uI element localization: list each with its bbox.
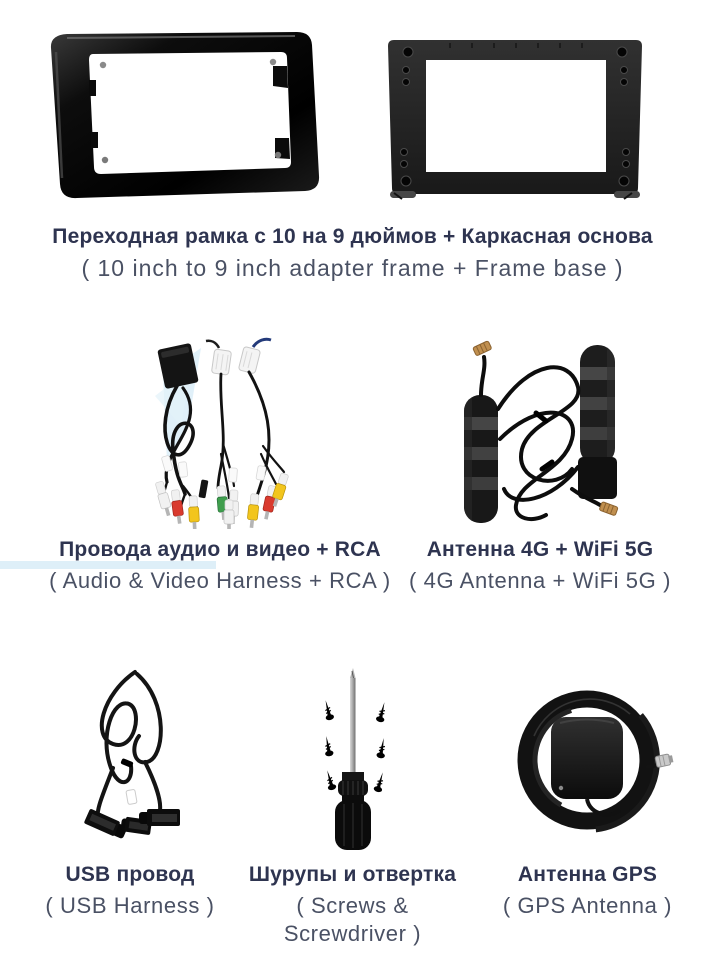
gps-caption-en: ( GPS Antenna ) (502, 893, 673, 918)
av-harness-caption-en: ( Audio & Video Harness + RCA ) (49, 568, 391, 593)
gps-antenna-section (480, 662, 695, 920)
av-harness-caption-ru: Провода аудио и видео + RCA (59, 538, 381, 561)
frames-caption (0, 224, 705, 282)
frame-base-photo (380, 36, 650, 200)
usb-harness-section (25, 662, 235, 920)
screws-screwdriver-photo (240, 662, 465, 854)
antenna-4g-wifi-caption-en: ( 4G Antenna + WiFi 5G ) (409, 568, 671, 593)
gps-antenna-photo (480, 662, 695, 854)
av-harness-section (20, 333, 420, 595)
frames-caption-ru: Переходная рамка с 10 на 9 дюймов + Каркасная основа (52, 225, 653, 248)
screws-screwdriver-section (240, 662, 465, 948)
frames-caption-en: ( 10 inch to 9 inch adapter frame + Frame base ) (81, 255, 624, 281)
adapter-frame-photo (45, 28, 325, 200)
usb-caption-ru: USB провод (65, 863, 195, 886)
antenna-4g-wifi-section (395, 333, 685, 595)
screws-caption-ru: Шурупы и отвертка (248, 863, 457, 886)
antenna-4g-wifi-caption-ru: Антенна 4G + WiFi 5G (426, 538, 654, 561)
antenna-4g-wifi-photo (395, 333, 685, 529)
gps-caption-ru: Антенна GPS (517, 863, 658, 886)
av-harness-photo (20, 333, 420, 529)
screws-caption-en: ( Screws & Screwdriver ) (283, 893, 422, 946)
usb-caption-en: ( USB Harness ) (45, 893, 215, 918)
usb-cable-photo (25, 662, 235, 854)
